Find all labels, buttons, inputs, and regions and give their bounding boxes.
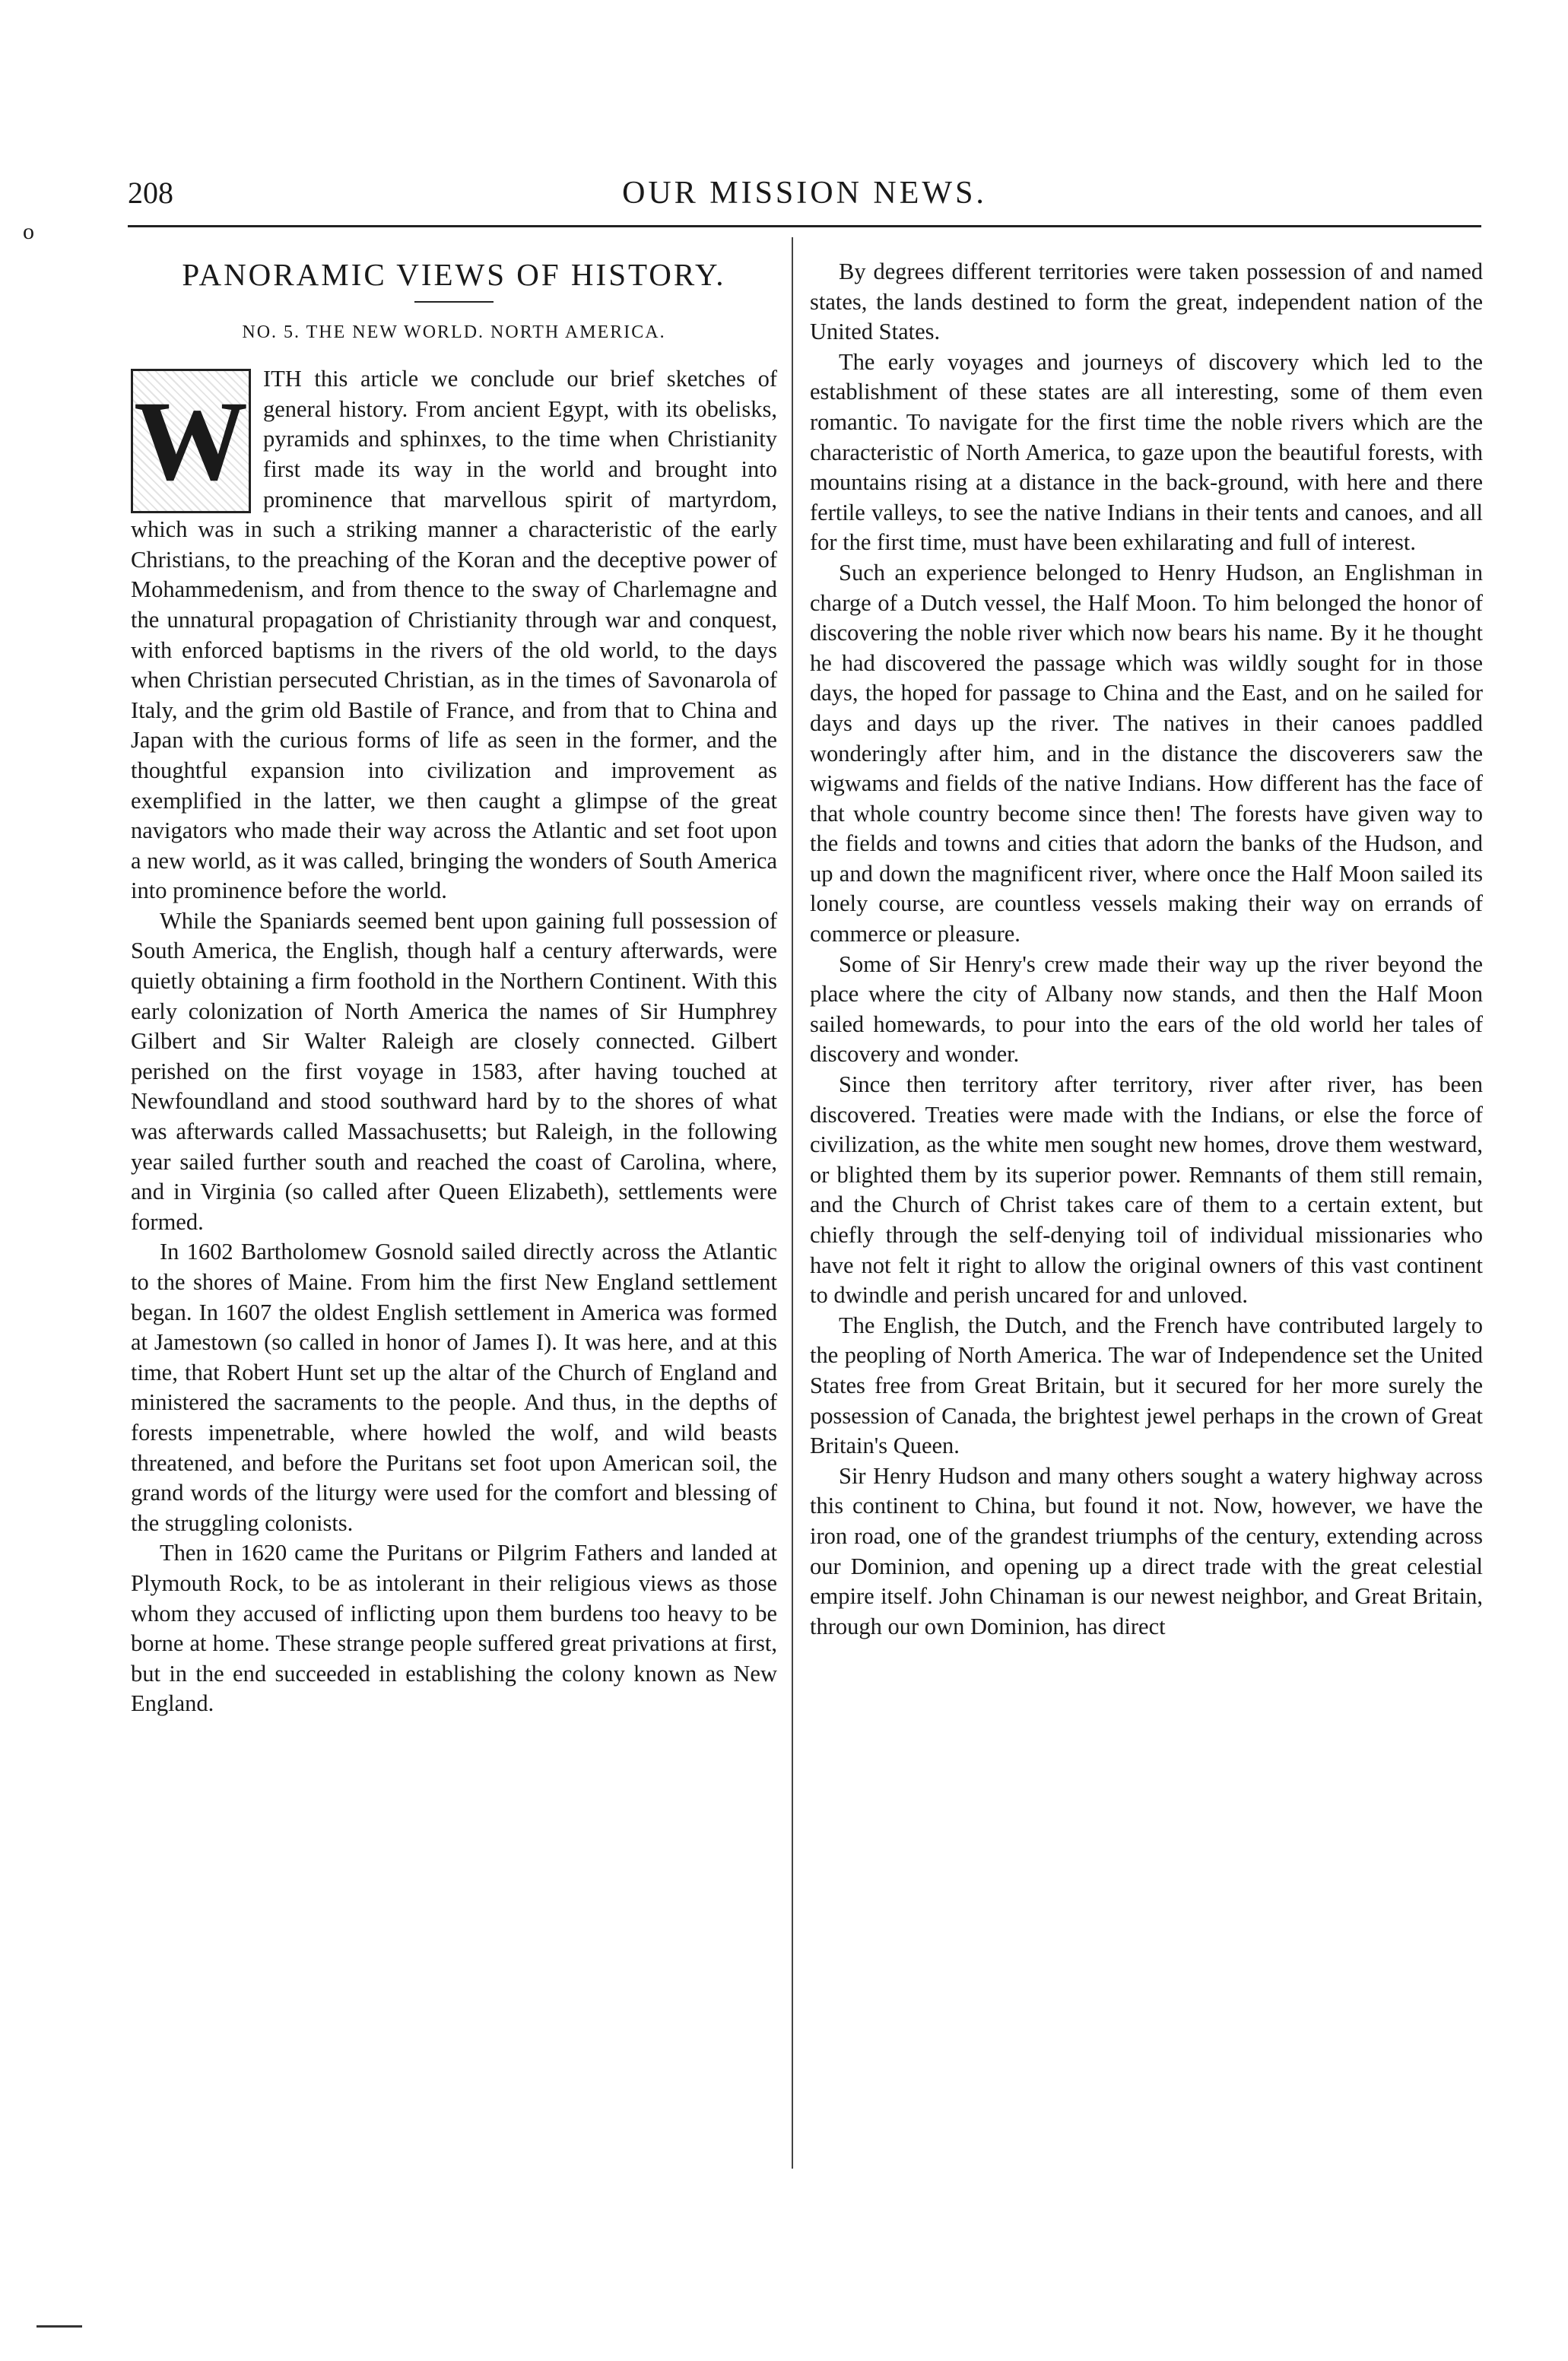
header-rule xyxy=(128,225,1481,227)
column-divider xyxy=(792,237,793,2169)
paragraph: Such an experience belonged to Henry Hudson, an Englishman in charge of a Dutch vessel, the Half Moon. To him belonged the honor of discovering the noble river which now bears his name. By it he thought he had discovered the passage which was wildly sought for in those days, the hoped for passage to China and the East, and on he sailed for days and days up the river. The natives in their canoes paddled wonderingly after him, and in the distance the discoverers saw the wigwams and fields of the native Indians. How different has the face of that whole country become since then! The forests have given way to the fields and towns and cities that adorn the banks of the Hudson, and up and down the magnificent river, where once the Half Moon sailed its lonely course, are countless vessels making their way on errands of commerce or pleasure. xyxy=(810,559,1483,947)
paragraph: The early voyages and journeys of discovery which led to the establishment of these states are all interesting, some of them even romantic. To navigate for the first time the noble rivers which are the characteristic of North America, to gaze upon the beautiful forests, with mountains rising at a distance in the back-ground, with here and there fertile valleys, to see the native Indians in their tents and canoes, and all for the first time, must have been exhilarating and full of interest. xyxy=(810,348,1483,556)
page-header xyxy=(128,175,1481,228)
left-column xyxy=(131,257,777,1719)
paragraph: ITH this article we conclude our brief sketches of general history. From ancient Egypt, with its obelisks, pyramids and sphinxes, to the time when Christianity first made its way in the world and brought into prominence that marvellous spirit of martyrdom, which was in such a striking manner a characteristic of the early Christians, to the preaching of the Koran and the deceptive power of Mohammedenism, and from thence to the sway of Charlemagne and the unnatural propagation of Christianity through war and conquest, with enforced baptisms in the rivers of the old world, to the days when Christian persecuted Christian, as in the times of Savonarola of Italy, and the grim old Bastile of France, and from that to China and Japan with the curious forms of life as seen in the former, and the thoughtful expansion into civilization and improvement as exemplified in the latter, we then caught a glimpse of the great navigators who made their way across the Atlantic and set foot upon a new world, as it was called, bringing the wonders of South America into prominence before the world. xyxy=(131,366,777,904)
drop-cap: W xyxy=(131,369,251,513)
article-title: PANORAMIC VIEWS OF HISTORY. xyxy=(182,257,726,292)
paragraph: By degrees different territories were taken possession of and named states, the lands destined to form the great, independent nation of the United States. xyxy=(810,259,1483,345)
running-title: OUR MISSION NEWS. xyxy=(622,176,987,211)
paragraph: Sir Henry Hudson and many others sought a watery highway across this continent to China, but found it not. Now, however, we have the iron road, one of the grandest triumphs of the century, extending across our Dominion, and opening up a direct trade with the great celestial empire itself. John Chinaman is our newest neighbor, and Great Britain, through our own Dominion, has direct xyxy=(810,1462,1483,1639)
margin-mark: o xyxy=(23,219,34,244)
paragraph: The English, the Dutch, and the French have contributed largely to the peopling of North America. The war of Independence set the United States free from Great Britain, but it secured for her more surely the possession of Canada, the brightest jewel perhaps in the crown of Great Britain's Queen. xyxy=(810,1312,1483,1459)
page-number: 208 xyxy=(128,176,173,210)
right-column xyxy=(810,257,1483,1642)
paragraph: Since then territory after territory, river after river, has been discovered. Treaties were made with the Indians, or else the force of civilization, as the white men sought new homes, drove them westward, or blighted them by its superior power. Remnants of them still remain, and the Church of Christ takes care of them to a certain extent, but chiefly through the self-denying toil of individual missionaries who have not felt it right to allow the original owners of this vast continent to dwindle and perish uncared for and unloved. xyxy=(810,1071,1483,1309)
article-subtitle: NO. 5. THE NEW WORLD. NORTH AMERICA. xyxy=(242,322,666,342)
paragraph: Then in 1620 came the Puritans or Pilgrim Fathers and landed at Plymouth Rock, to be as intolerant in their religious views as those whom they accused of inflicting upon them burdens too heavy to be borne at home. These strange people suffered great privations at first, but in the end succeeded in establishing the colony known as New England. xyxy=(131,1540,777,1717)
paragraph: Some of Sir Henry's crew made their way up the river beyond the place where the city of Albany now stands, and then the Half Moon sailed homewards, to pour into the ears of the old world her tales of discovery and wonder. xyxy=(810,950,1483,1068)
title-rule xyxy=(414,301,494,303)
paragraph: While the Spaniards seemed bent upon gaining full possession of South America, the English, though half a century afterwards, were quietly obtaining a firm foothold in the Northern Continent. With this early colonization of North America the names of Sir Humphrey Gilbert and Sir Walter Raleigh are closely connected. Gilbert perished on the first voyage in 1583, after having touched at Newfoundland and stood southward hard by to the shores of what was afterwards called Massachusetts; but Raleigh, in the following year sailed further south and reached the coast of Carolina, where, and in Virginia (so called after Queen Elizabeth), settlements were formed. xyxy=(131,907,777,1235)
paragraph: In 1602 Bartholomew Gosnold sailed directly across the Atlantic to the shores of Maine. From him the first New England settlement began. In 1607 the oldest English settlement in America was formed at Jamestown (so called in honor of James I). It was here, and at this time, that Robert Hunt set up the altar of the Church of England and ministered the sacraments to the people. And thus, in the depths of forests impenetrable, where howled the wolf, and wild beasts threatened, and before the Puritans set foot upon American soil, the grand words of the liturgy were used for the comfort and blessing of the struggling colonists. xyxy=(131,1239,777,1536)
bottom-margin-mark xyxy=(37,2325,82,2328)
